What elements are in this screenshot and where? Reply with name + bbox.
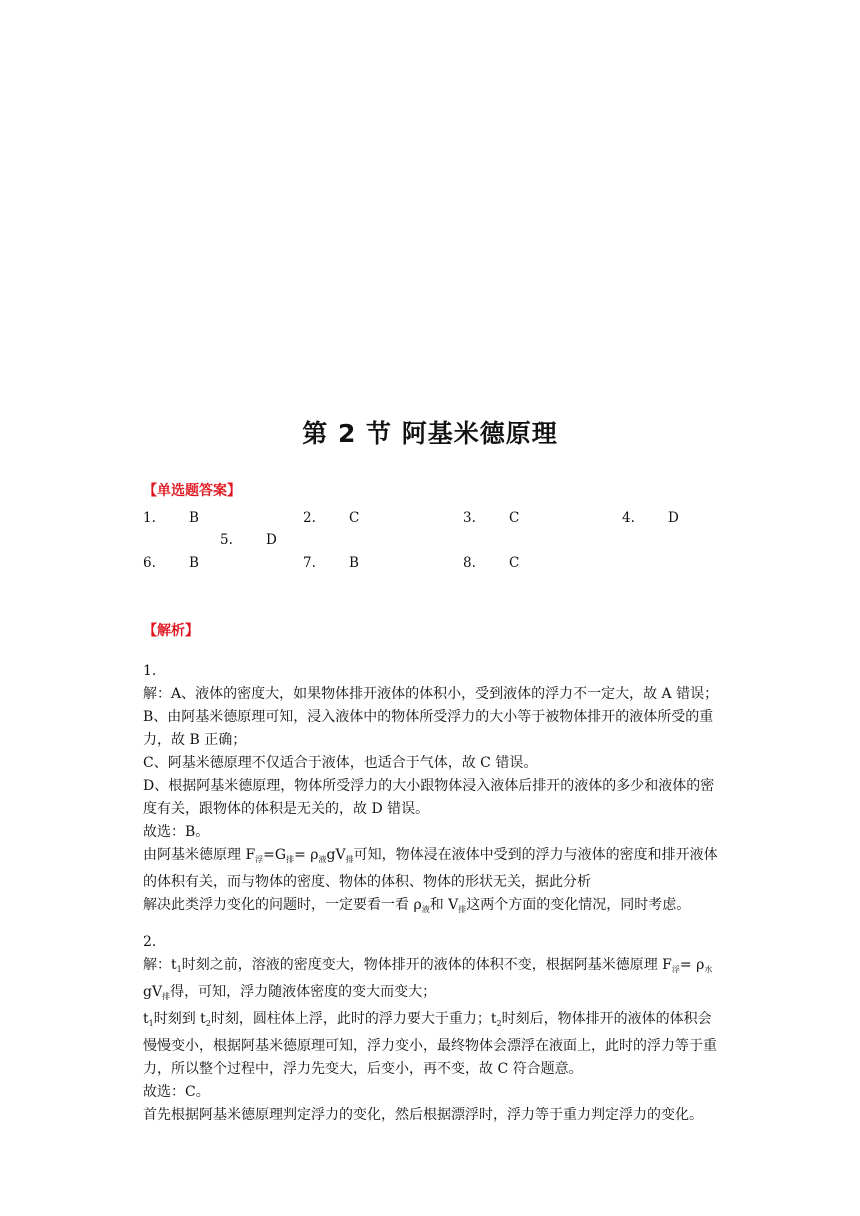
q1-line: C、阿基米德原理不仅适合于液体，也适合于气体，故 C 错误。 [143, 755, 538, 771]
answers-heading: 【单选题答案】 [143, 483, 241, 499]
answer-item: 6. B [143, 555, 199, 571]
page-title: 第 2 节 阿基米德原理 [302, 419, 558, 448]
answer-item: 8. C [463, 555, 520, 571]
q1-line: 解：A、液体的密度大，如果物体排开液体的体积小，受到液体的浮力不一定大，故 A 错误； [143, 686, 719, 702]
answer-item: 7. B [303, 555, 359, 571]
q1-formula-line: 由阿基米德原理 $F_浮=G_排= \rho_液gV_排$可知，物体浸在液体中受到的浮力与液体的密度和排开液体的体积有关，而与物体的密度、物体的体积、物体的形状无关，据此分析 [143, 847, 718, 890]
q2-line: 解：$t_1$时刻之前，溶液的密度变大，物体排开的液体的体积不变，根据阿基米德原理 $F_浮= \rho_水gV_排$得，可知，浮力随液体密度的变大而变大； [143, 957, 713, 1001]
answer-item: 2. C [303, 510, 360, 526]
q2-line: 首先根据阿基米德原理判定浮力的变化，然后根据漂浮时，浮力等于重力判定浮力的变化。 [143, 1107, 703, 1123]
q2-number: 2. [143, 934, 157, 950]
q1-line: 故选：B。 [143, 824, 210, 840]
analysis-body [143, 660, 721, 1127]
analysis-heading: 【解析】 [143, 623, 199, 639]
answer-item: 5. D [220, 532, 277, 548]
answer-item: 3. C [463, 510, 520, 526]
q1-number: 1. [143, 663, 157, 679]
q2-line: 故选：C。 [143, 1084, 210, 1100]
answer-item: 1. B [143, 510, 199, 526]
answer-item: 4. D [622, 510, 679, 526]
q1-line: B、由阿基米德原理可知，浸入液体中的物体所受浮力的大小等于被物体排开的液体所受的重力，故 B 正确； [143, 709, 714, 748]
q1-line: D、根据阿基米德原理，物体所受浮力的大小跟物体浸入液体后排开的液体的多少和液体的密度有关，跟物体的体积是无关的，故 D 错误。 [143, 778, 715, 817]
q1-line: 解决此类浮力变化的问题时，一定要看一看 $\rho_液$和 $V_排$这两个方面的变化情况，同时考虑。 [143, 897, 691, 914]
q2-line: $t_1$时刻到 $t_2$时刻，圆柱体上浮，此时的浮力要大于重力；$t_2$时刻后，物体排开的液体的体积会慢慢变小，根据阿基米德原理可知，浮力变小，最终物体会漂浮在液面上，此时的浮力等于重力，所以整个过程中，浮力先变大，后变小，再不变，故 C 符合题意。 [143, 1011, 717, 1077]
